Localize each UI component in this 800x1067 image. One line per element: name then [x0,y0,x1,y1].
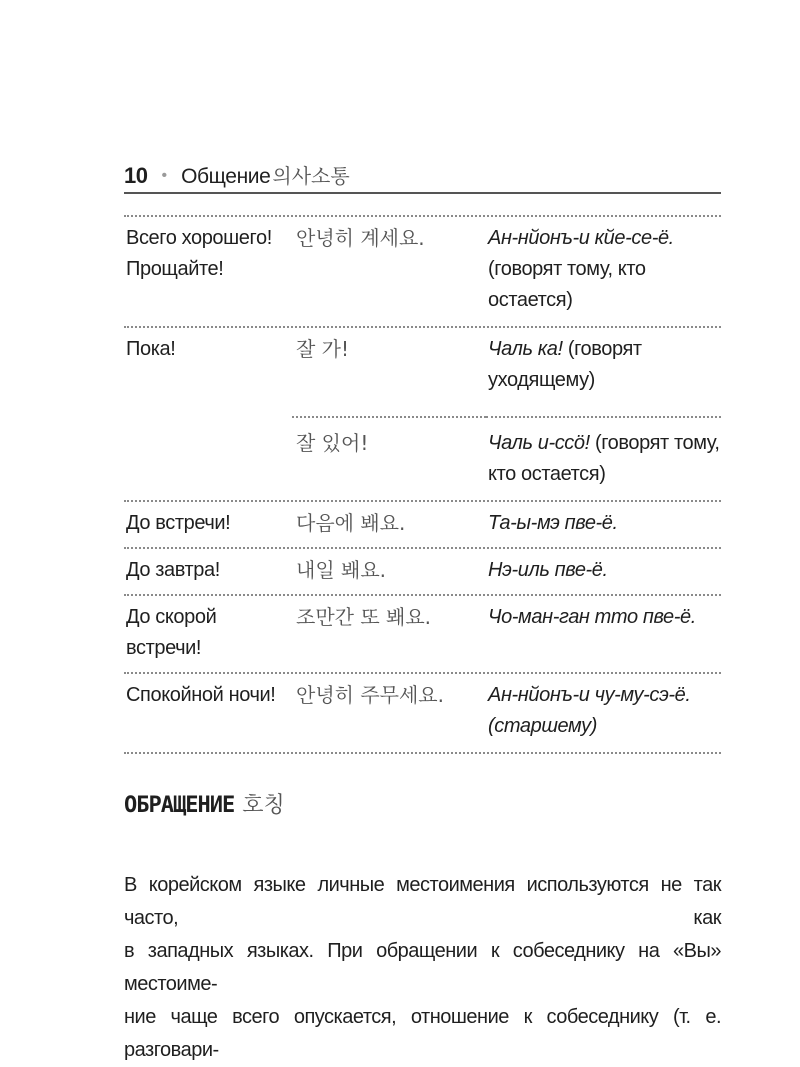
korean-phrase: 잘 가! [296,337,350,361]
section-title: ОБРАЩЕНИЕ [124,793,235,818]
transliteration-cell [486,674,721,752]
transliteration-cell [486,549,721,594]
russian-phrase [124,596,292,672]
transliteration: Нэ-иль пве-ё. [488,559,608,581]
russian-phrase-line: Прощайте! [126,258,224,280]
russian-phrase-line: Спокойной ночи! [126,684,276,706]
korean-phrase: 안녕히 계세요. [296,226,425,250]
bullet-separator: • [161,167,168,184]
paragraph-line: В корейском языке личные местоимения используются не так часто, как [124,874,721,929]
paragraph-line: ние чаще всего опускается, отношение к собеседнику (т. е. разговари- [124,1006,721,1061]
usage-note: (говорят уходящему) [488,338,642,391]
phrase-row [124,674,721,754]
page-number: 10 [124,163,148,188]
phrase-row [124,217,721,328]
chapter-title-korean: 의사소통 [272,164,350,188]
russian-phrase-line: Пока! [126,338,176,360]
transliteration: Ан-нйонъ-и чу-му-сэ-ё. [488,684,691,706]
transliteration: Та-ы-мэ пве-ё. [488,512,618,534]
russian-phrase-line: До завтра! [126,559,220,581]
chapter-title: Общение [181,165,271,188]
usage-note: (говорят тому, кто остается) [488,432,720,485]
russian-phrase-line: До скорой встречи! [126,606,217,659]
transliteration: Ан-нйонъ-и кйе-се-ё. [488,227,674,249]
russian-phrase [124,549,292,594]
korean-phrase: 조만간 또 봬요. [296,605,431,629]
usage-note: (старшему) [488,715,597,737]
russian-phrase [124,674,292,752]
body-paragraph [124,869,721,1067]
page-header [124,160,721,194]
russian-phrase [124,502,292,547]
transliteration-cell [486,416,721,500]
section-title-korean: 호칭 [242,793,285,818]
phrase-row [124,328,721,416]
russian-phrase-line: Всего хорошего! [126,227,272,249]
phrase-row [124,549,721,596]
russian-phrase [124,217,292,326]
transliteration: Чо-ман-ган тто пве-ё. [488,606,696,628]
russian-phrase [124,416,292,500]
phrase-row [124,596,721,674]
transliteration: Чаль и-ссö! [488,432,590,454]
russian-phrase [124,328,292,416]
russian-phrase-line: До встречи! [126,512,231,534]
transliteration-cell [486,328,721,416]
book-page [124,160,721,1067]
korean-phrase: 안녕히 주무세요. [296,683,444,707]
paragraph-line: в западных языках. При обращении к собеседнику на «Вы» местоиме- [124,940,721,995]
usage-note: (говорят тому, кто остается) [488,258,646,311]
section-heading [124,788,721,819]
korean-phrase: 내일 봬요. [296,558,386,582]
transliteration: Чаль ка! [488,338,563,360]
transliteration-cell [486,217,721,326]
phrase-table [124,215,721,754]
korean-phrase: 다음에 봬요. [296,511,406,535]
transliteration-cell [486,502,721,547]
phrase-row [124,502,721,549]
phrase-row [124,416,721,502]
korean-phrase: 잘 있어! [292,416,486,500]
transliteration-cell [486,596,721,672]
